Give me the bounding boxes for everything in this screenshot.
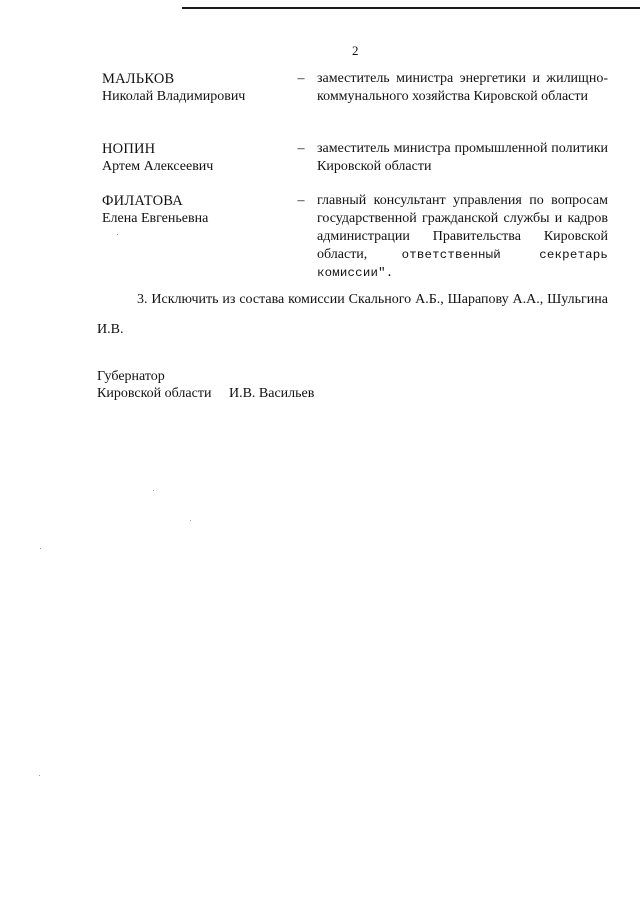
member-role xyxy=(317,140,608,176)
page-number: 2 xyxy=(352,43,359,58)
scan-speck xyxy=(40,548,41,549)
member-role-text: главный консультант управления по вопросам государственной гражданской службы и кадров администрации Правительства Кировской области, xyxy=(317,193,608,262)
member-given-names: Елена Евгеньевна xyxy=(102,211,209,226)
scan-speck xyxy=(153,490,154,491)
member-role xyxy=(317,70,608,106)
signature-block xyxy=(97,368,397,402)
member-role-tail: ответственный секретарь комиссии". xyxy=(317,248,608,280)
scan-speck xyxy=(190,520,191,521)
signer-region-line xyxy=(97,385,397,402)
member-given-names: Артем Алексеевич xyxy=(102,159,214,174)
member-role xyxy=(317,192,608,282)
member-role-text: заместитель министра энергетики и жилищно-коммунального хозяйства Кировской области xyxy=(317,71,608,104)
member-name xyxy=(102,70,282,106)
member-surname: НОПИН xyxy=(102,141,156,157)
member-name xyxy=(102,140,282,176)
member-surname: МАЛЬКОВ xyxy=(102,71,175,87)
scan-speck xyxy=(117,234,118,235)
member-given-names: Николай Владимирович xyxy=(102,89,246,104)
top-rule xyxy=(182,7,640,9)
member-dash: – xyxy=(297,141,305,156)
paragraph-3: 3. Исключить из состава комиссии Скального А.Б., Шарапову А.А., Шульгина И.В. xyxy=(97,292,608,337)
member-surname: ФИЛАТОВА xyxy=(102,193,183,209)
scan-speck xyxy=(39,775,40,776)
signer-position: Губернатор xyxy=(97,369,165,384)
member-name xyxy=(102,192,282,228)
member-dash: – xyxy=(297,193,305,208)
member-role-text: заместитель министра промышленной политики Кировской области xyxy=(317,141,608,174)
signer-region: Кировской области xyxy=(97,386,212,401)
member-dash: – xyxy=(297,71,305,86)
signer-name: И.В. Васильев xyxy=(228,386,315,401)
